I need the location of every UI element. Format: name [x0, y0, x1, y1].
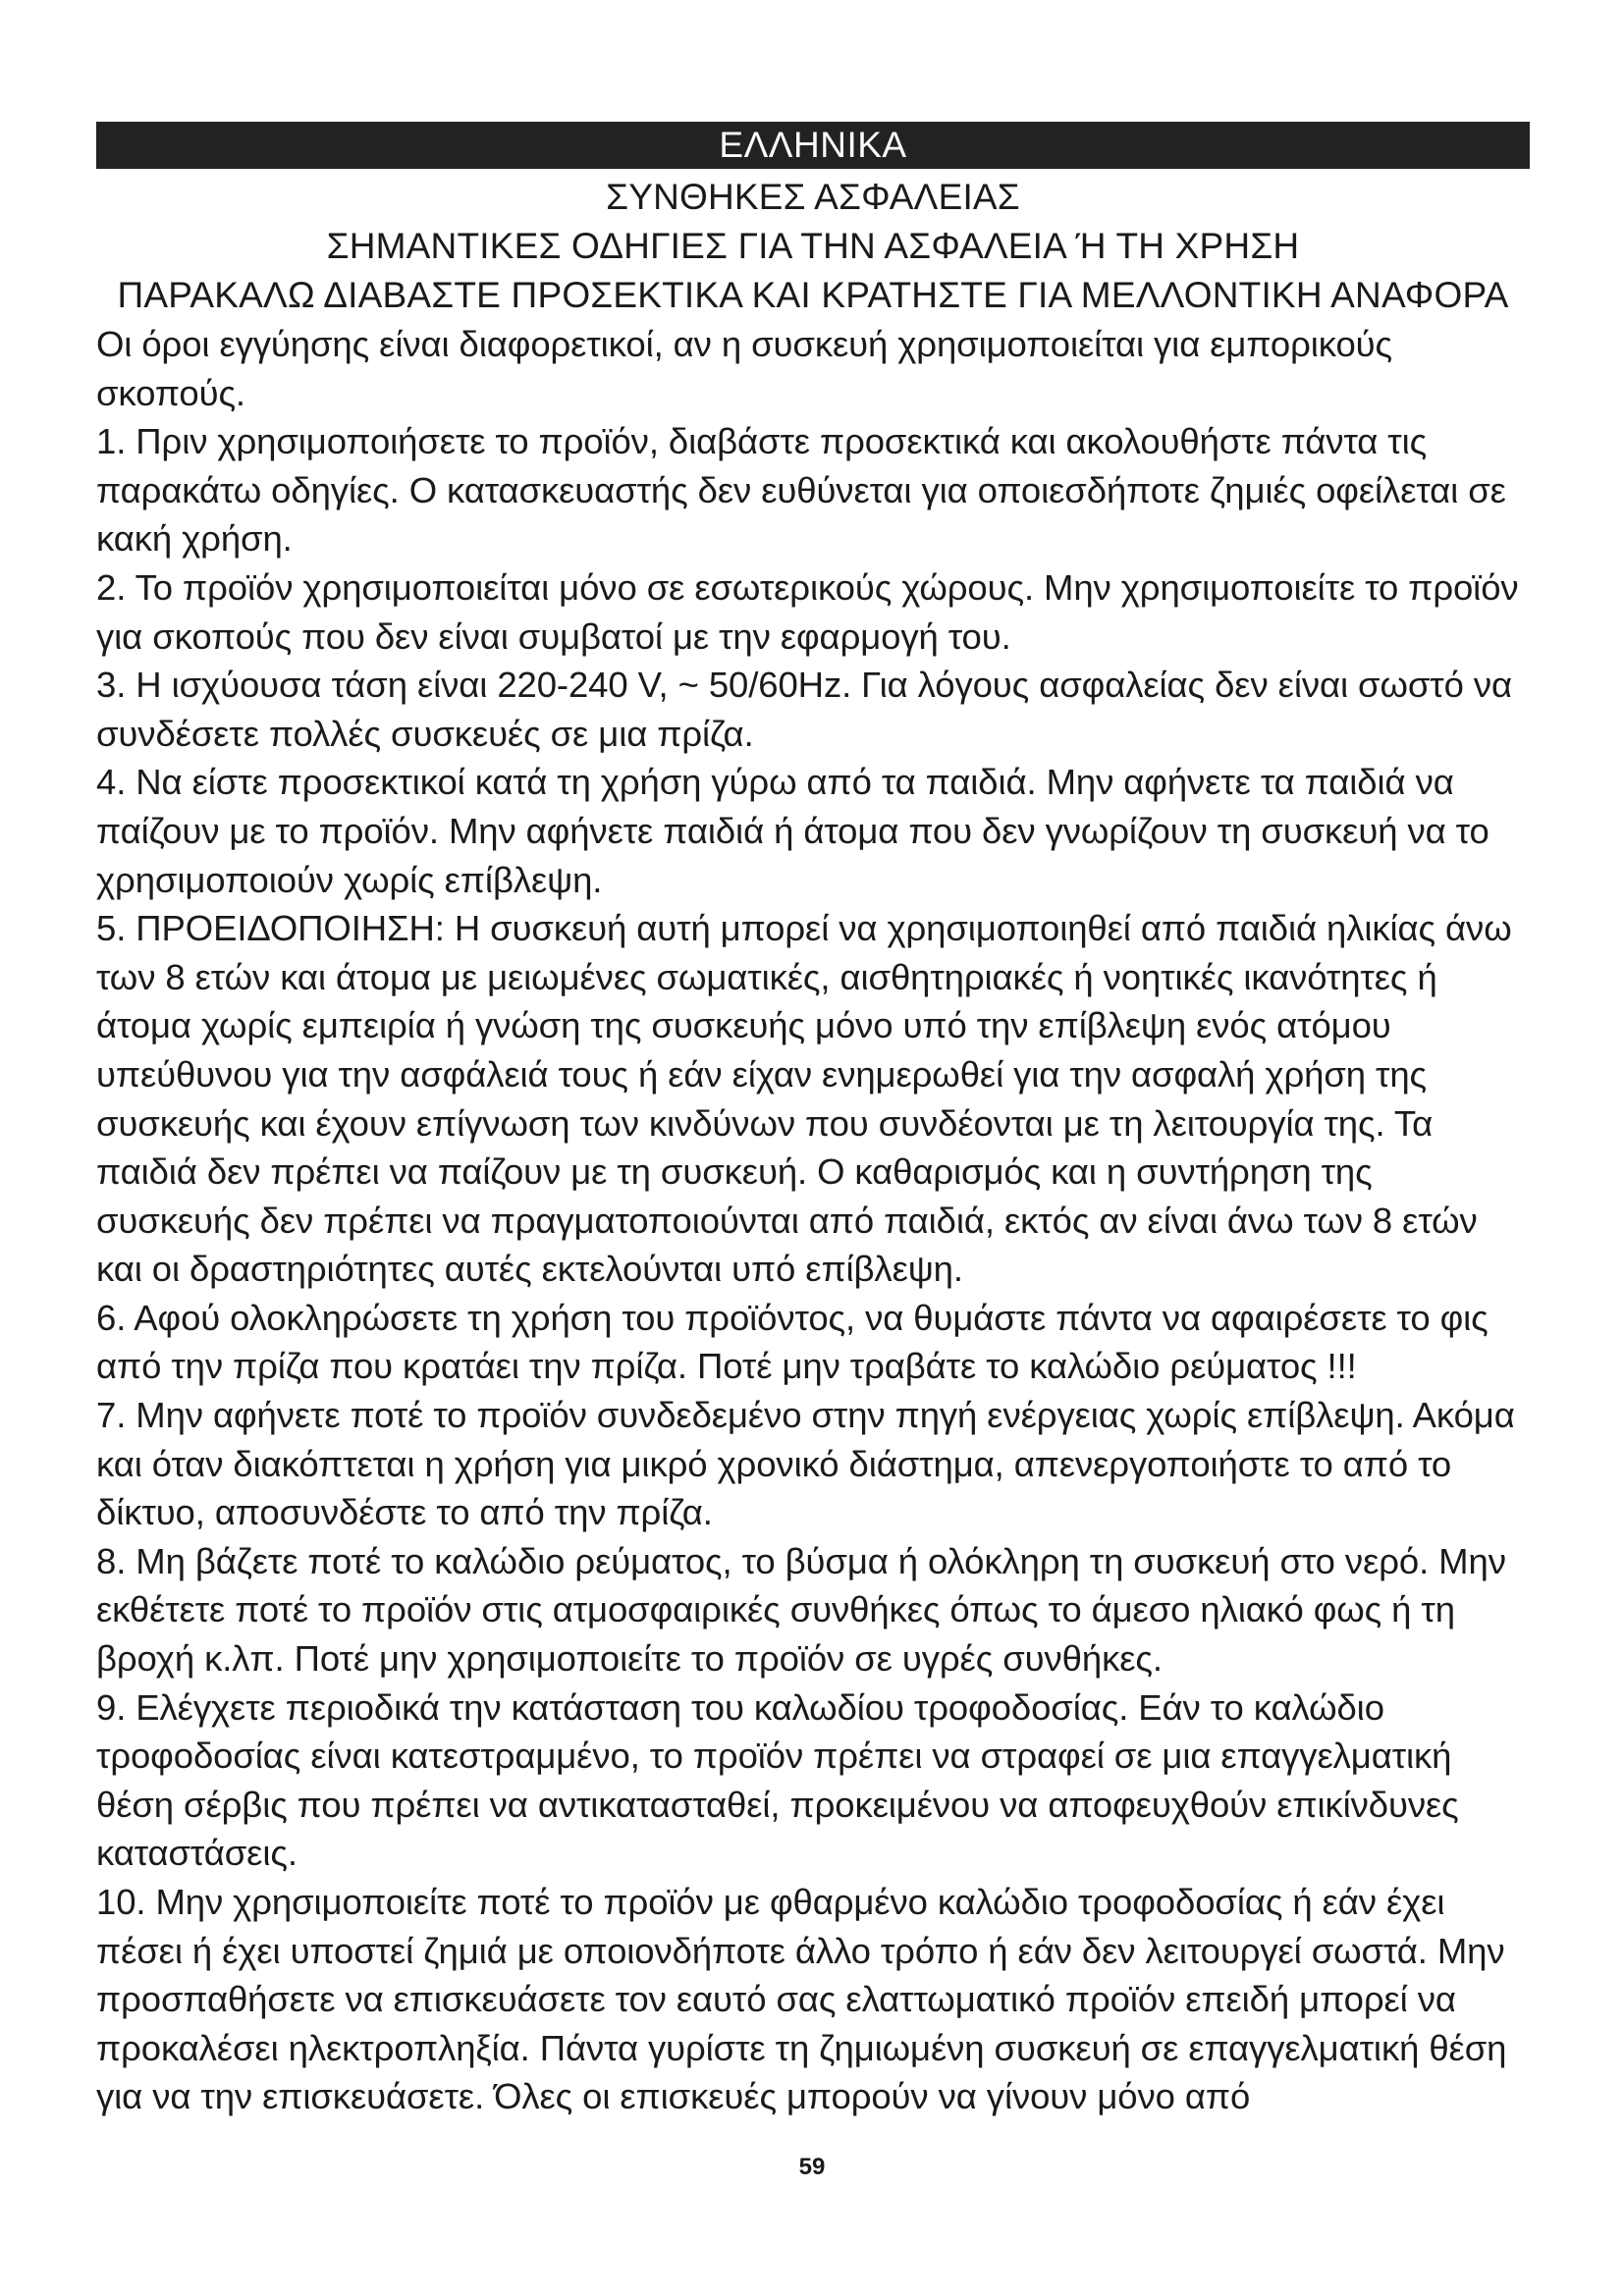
- manual-page: [96, 122, 1530, 2121]
- safety-item-6: 6. Αφού ολοκληρώσετε τη χρήση του προϊόντος, να θυμάστε πάντα να αφαιρέσετε το φις από την πρίζα που κρατάει την πρίζα. Ποτέ μην τραβάτε το καλώδιο ρεύματος !!!: [96, 1297, 1489, 1387]
- safety-item-9: 9. Ελέγχετε περιοδικά την κατάσταση του καλωδίου τροφοδοσίας. Εάν το καλώδιο τροφοδοσίας είναι κατεστραμμένο, το προϊόν πρέπει να στραφεί σε μια επαγγελματική θέση σέρβις που πρέπει να αντικατασταθεί, προκειμένου να αποφευχθούν επικίνδυνες καταστάσεις.: [96, 1686, 1459, 1874]
- safety-item-10: 10. Μην χρησιμοποιείτε ποτέ το προϊόν με φθαρμένο καλώδιο τροφοδοσίας ή εάν έχει πέσει ή έχει υποστεί ζημιά με οποιονδήποτε άλλο τρόπο ή εάν δεν λειτουργεί σωστά. Μην προσπαθήσετε να επισκευάσετε τον εαυτό σας ελαττωματικό προϊόν επειδή μπορεί να προκαλέσει ηλεκτροπληξία. Πάντα γυρίστε τη ζημιωμένη συσκευή σε επαγγελματική θέση για να την επισκευάσετε. Όλες οι επισκευές μπορούν να γίνουν μόνο από: [96, 1882, 1507, 2117]
- safety-item-5: 5. ΠΡΟΕΙΔΟΠΟΙΗΣΗ: Η συσκευή αυτή μπορεί να χρησιμοποιηθεί από παιδιά ηλικίας άνω των 8 ετών και άτομα με μειωμένες σωματικές, αισθητηριακές ή νοητικές ικανότητες ή άτομα χωρίς εμπειρία ή γνώση της συσκευής μόνο υπό την επίβλεψη ενός ατόμου υπεύθυνου για την ασφάλειά τους ή εάν είχαν ενημερωθεί για την ασφαλή χρήση της συσκευής και έχουν επίγνωση των κινδύνων που συνδέονται με τη λειτουργία της. Τα παιδιά δεν πρέπει να παίζουν με τη συσκευή. Ο καθαρισμός και η συντήρηση της συσκευής δεν πρέπει να πραγματοποιούνται από παιδιά, εκτός αν είναι άνω των 8 ετών και οι δραστηριότητες αυτές εκτελούνται υπό επίβλεψη.: [96, 908, 1512, 1290]
- safety-item-7: 7. Μην αφήνετε ποτέ το προϊόν συνδεδεμένο στην πηγή ενέργειας χωρίς επίβλεψη. Ακόμα και όταν διακόπτεται η χρήση για μικρό χρονικό διάστημα, απενεργοποιήστε το από το δίκτυο, αποσυνδέστε το από την πρίζα.: [96, 1395, 1515, 1533]
- warranty-intro: Οι όροι εγγύησης είναι διαφορετικοί, αν η συσκευή χρησιμοποιείται για εμπορικούς σκοπούς.: [96, 324, 1393, 413]
- safety-item-1: 1. Πριν χρησιμοποιήσετε το προϊόν, διαβάστε προσεκτικά και ακολουθήστε πάντα τις παρακάτω οδηγίες. Ο κατασκευαστής δεν ευθύνεται για οποιεσδήποτε ζημιές οφείλεται σε κακή χρήση.: [96, 421, 1506, 560]
- safety-title: ΣΥΝΘΗΚΕΣ ΑΣΦΑΛΕΙΑΣ: [606, 177, 1020, 217]
- safety-subtitle: ΣΗΜΑΝΤΙΚΕΣ ΟΔΗΓΙΕΣ ΓΙΑ ΤΗΝ ΑΣΦΑΛΕΙΑ Ή ΤΗ ΧΡΗΣΗ: [326, 226, 1300, 266]
- safety-item-2: 2. Το προϊόν χρησιμοποιείται μόνο σε εσωτερικούς χώρους. Μην χρησιμοποιείτε το προϊόν για σκοπούς που δεν είναι συμβατοί με την εφαρμογή του.: [96, 566, 1519, 657]
- read-carefully-notice: ΠΑΡΑΚΑΛΩ ΔΙΑΒΑΣΤΕ ΠΡΟΣΕΚΤΙΚΑ ΚΑΙ ΚΡΑΤΗΣΤΕ ΓΙΑ ΜΕΛΛΟΝΤΙΚΗ ΑΝΑΦΟΡΑ: [117, 275, 1509, 315]
- safety-item-4: 4. Να είστε προσεκτικοί κατά τη χρήση γύρω από τα παιδιά. Μην αφήνετε τα παιδιά να παίζουν με το προϊόν. Μην αφήνετε παιδιά ή άτομα που δεν γνωρίζουν τη συσκευή να το χρησιμοποιούν χωρίς επίβλεψη.: [96, 762, 1489, 900]
- language-section-header: ΕΛΛΗΝΙΚΑ: [96, 122, 1530, 169]
- page-number: 59: [798, 2154, 826, 2180]
- safety-item-8: 8. Μη βάζετε ποτέ το καλώδιο ρεύματος, το βύσμα ή ολόκληρη τη συσκευή στο νερό. Μην εκθέτετε ποτέ το προϊόν στις ατμοσφαιρικές συνθήκες όπως το άμεσο ηλιακό φως ή τη βροχή κ.λπ. Ποτέ μην χρησιμοποιείτε το προϊόν σε υγρές συνθήκες.: [96, 1540, 1506, 1680]
- safety-item-3: 3. Η ισχύουσα τάση είναι 220-240 V, ~ 50/60Hz. Για λόγους ασφαλείας δεν είναι σωστό να συνδέσετε πολλές συσκευές σε μια πρίζα.: [96, 665, 1512, 754]
